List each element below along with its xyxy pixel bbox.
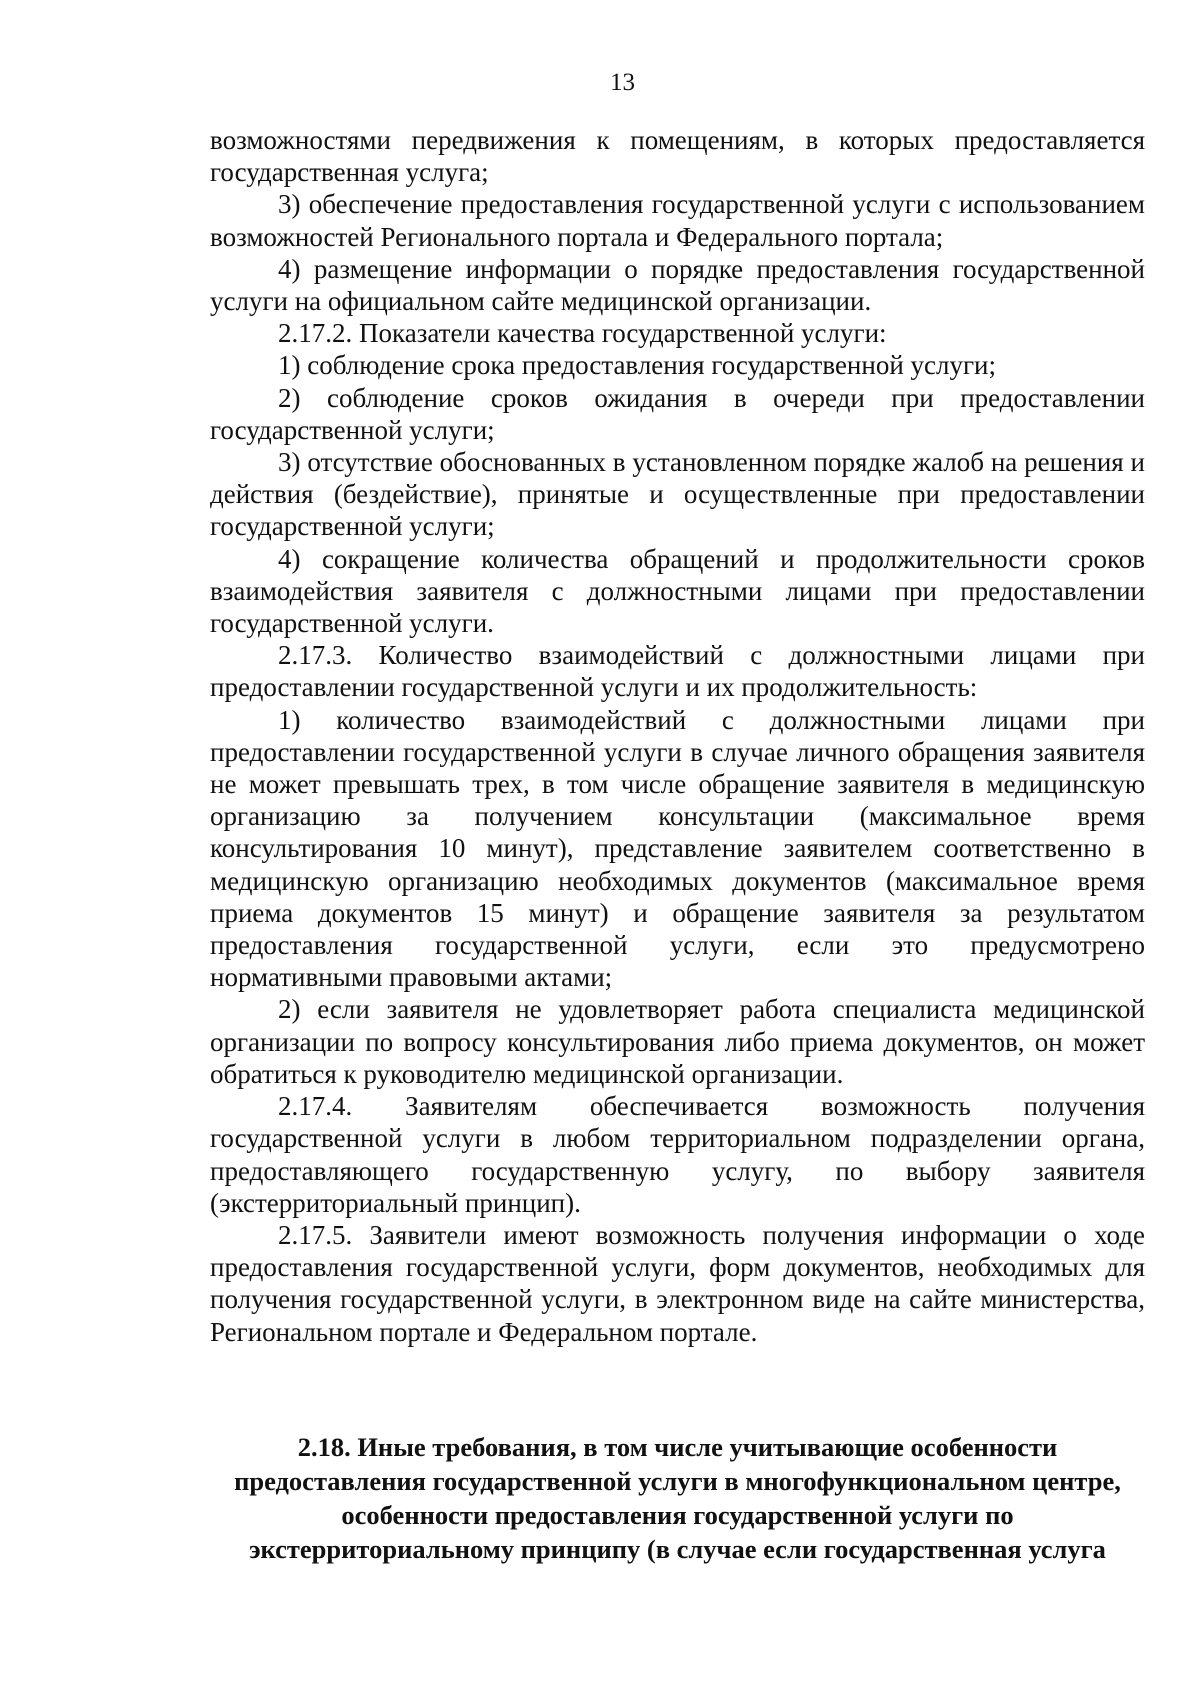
paragraph-2-17-3-title: 2.17.3. Количество взаимодействий с должностными лицами при предоставлении государственной услуги и их продолжительность: xyxy=(210,640,1145,703)
paragraph-quality-item-3: 3) отсутствие обоснованных в установленном порядке жалоб на решения и действия (бездействие), принятые и осуществленные при предоставлении государственной услуги; xyxy=(210,447,1145,542)
paragraph-2-17-4: 2.17.4. Заявителям обеспечивается возможность получения государственной услуги в любом территориальном подразделении органа, предоставляющего государственную услугу, по выбору заявителя (экстерриториальный принцип). xyxy=(210,1091,1145,1218)
paragraph-item-4-website: 4) размещение информации о порядке предоставления государственной услуги на официальном сайте медицинской организации. xyxy=(210,253,1145,317)
paragraph-quality-item-1: 1) соблюдение срока предоставления государственной услуги; xyxy=(278,350,997,381)
paragraph-interaction-item-1: 1) количество взаимодействий с должностными лицами при предоставлении государственной услуги в случае личного обращения заявителя не может превышать трех, в том числе обращение заявителя в медицинскую организацию за получением консультации (максимальное время консультирования 10 минут), представление заявителем соответственно в медицинскую организацию необходимых документов (максимальное время приема документов 15 минут) и обращение заявителя за результатом предоставления государственной услуги, если это предусмотрено нормативными правовыми актами; xyxy=(210,704,1145,993)
paragraph-continuation: возможностями передвижения к помещениям, в которых предоставляется государственная услуга; xyxy=(210,125,1145,188)
paragraph-2-17-5: 2.17.5. Заявители имеют возможность получения информации о ходе предоставления государственной услуги, форм документов, необходимых для получения государственной услуги, в электронном виде на сайте министерства, Региональном портале и Федеральном портале. xyxy=(210,1219,1145,1347)
paragraph-item-3-portal: 3) обеспечение предоставления государственной услуги с использованием возможностей Регионального портала и Федерального портала; xyxy=(210,189,1145,252)
paragraph-2-17-2-title: 2.17.2. Показатели качества государственной услуги: xyxy=(278,318,887,349)
paragraph-quality-item-2: 2) соблюдение сроков ожидания в очереди при предоставлении государственной услуги; xyxy=(210,382,1145,445)
paragraph-interaction-item-2: 2) если заявителя не удовлетворяет работа специалиста медицинской организации по вопросу консультирования либо приема документов, он может обратиться к руководителю медицинской организации. xyxy=(210,994,1145,1089)
section-heading-2-18: 2.18. Иные требования, в том числе учитывающие особенности предоставления государственной услуги в многофункциональном центре, особенности предоставления государственной услуги по экстерриториальному принципу (в случае если государственная услуга xyxy=(234,1432,1121,1564)
page-number: 13 xyxy=(610,69,635,96)
paragraph-quality-item-4: 4) сокращение количества обращений и продолжительности сроков взаимодействия заявителя с должностными лицами при предоставлении государственной услуги. xyxy=(210,543,1145,639)
document-body xyxy=(210,124,1145,1348)
